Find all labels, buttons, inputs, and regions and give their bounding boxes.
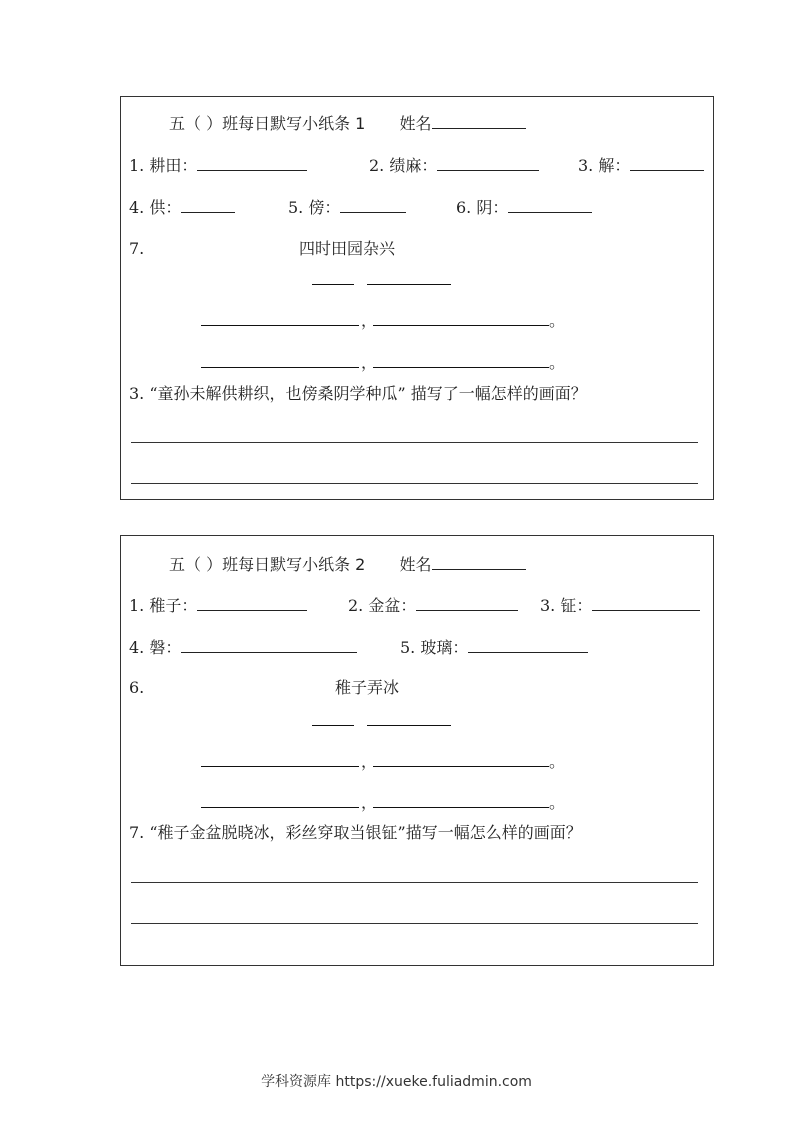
- author-blank[interactable]: [367, 725, 451, 726]
- poem-number: 6.: [129, 678, 145, 697]
- comma: ，: [361, 793, 378, 812]
- dictation-card-1: [120, 96, 714, 500]
- verse-blank[interactable]: [373, 766, 549, 767]
- item-2: 2. 金盆：: [348, 595, 518, 616]
- verse-blank[interactable]: [201, 367, 359, 368]
- dynasty-blank[interactable]: [312, 284, 354, 285]
- footer-source: 学科资源库 https://xueke.fuliadmin.com: [261, 1074, 532, 1090]
- answer-blank[interactable]: [508, 197, 592, 213]
- name-label: 姓名: [399, 114, 432, 133]
- item-3: 3. 解：: [578, 155, 704, 176]
- verse-blank[interactable]: [373, 367, 549, 368]
- verse-blank[interactable]: [201, 325, 359, 326]
- verse-blank[interactable]: [373, 325, 549, 326]
- verse-blank[interactable]: [201, 807, 359, 808]
- answer-line[interactable]: [131, 923, 698, 924]
- card-title: [169, 554, 526, 575]
- question: 7. “稚子金盆脱晓冰，彩丝穿取当银钲”描写一幅怎么样的画面？: [129, 823, 582, 842]
- answer-blank[interactable]: [592, 595, 700, 611]
- answer-line[interactable]: [131, 442, 698, 443]
- period: 。: [549, 311, 566, 330]
- poem-title: 四时田园杂兴: [299, 239, 396, 258]
- dynasty-blank[interactable]: [312, 725, 354, 726]
- card-title: [169, 113, 526, 134]
- poem-number: 7.: [129, 239, 145, 258]
- comma: ，: [361, 311, 378, 330]
- answer-blank[interactable]: [181, 637, 357, 653]
- verse-blank[interactable]: [201, 766, 359, 767]
- item-5: 5. 玻璃：: [400, 637, 588, 658]
- verse-blank[interactable]: [373, 807, 549, 808]
- item-1: 1. 稚子：: [129, 595, 307, 616]
- item-6: 6. 阴：: [456, 197, 592, 218]
- answer-line[interactable]: [131, 882, 698, 883]
- poem-title: 稚子弄冰: [335, 678, 400, 697]
- name-blank[interactable]: [432, 113, 526, 129]
- comma: ，: [361, 353, 378, 372]
- period: 。: [549, 793, 566, 812]
- answer-blank[interactable]: [630, 155, 704, 171]
- period: 。: [549, 752, 566, 771]
- question: 3. “童孙未解供耕织，也傍桑阴学种瓜” 描写了一幅怎样的画面？: [129, 384, 587, 403]
- answer-blank[interactable]: [468, 637, 588, 653]
- item-2: 2. 绩麻：: [369, 155, 539, 176]
- item-3: 3. 钲：: [540, 595, 700, 616]
- answer-blank[interactable]: [197, 155, 307, 171]
- item-4: 4. 磐：: [129, 637, 357, 658]
- answer-blank[interactable]: [416, 595, 518, 611]
- answer-blank[interactable]: [340, 197, 406, 213]
- item-5: 5. 傍：: [288, 197, 406, 218]
- answer-blank[interactable]: [181, 197, 235, 213]
- name-label: 姓名: [399, 555, 432, 574]
- author-blank[interactable]: [367, 284, 451, 285]
- name-blank[interactable]: [432, 554, 526, 570]
- comma: ，: [361, 752, 378, 771]
- card-title-text: 五（ ）班每日默写小纸条 1: [169, 114, 366, 133]
- dictation-card-2: [120, 535, 714, 966]
- item-4: 4. 供：: [129, 197, 235, 218]
- answer-line[interactable]: [131, 483, 698, 484]
- period: 。: [549, 353, 566, 372]
- card-title-text: 五（ ）班每日默写小纸条 2: [169, 555, 366, 574]
- item-1: 1. 耕田：: [129, 155, 307, 176]
- answer-blank[interactable]: [197, 595, 307, 611]
- answer-blank[interactable]: [437, 155, 539, 171]
